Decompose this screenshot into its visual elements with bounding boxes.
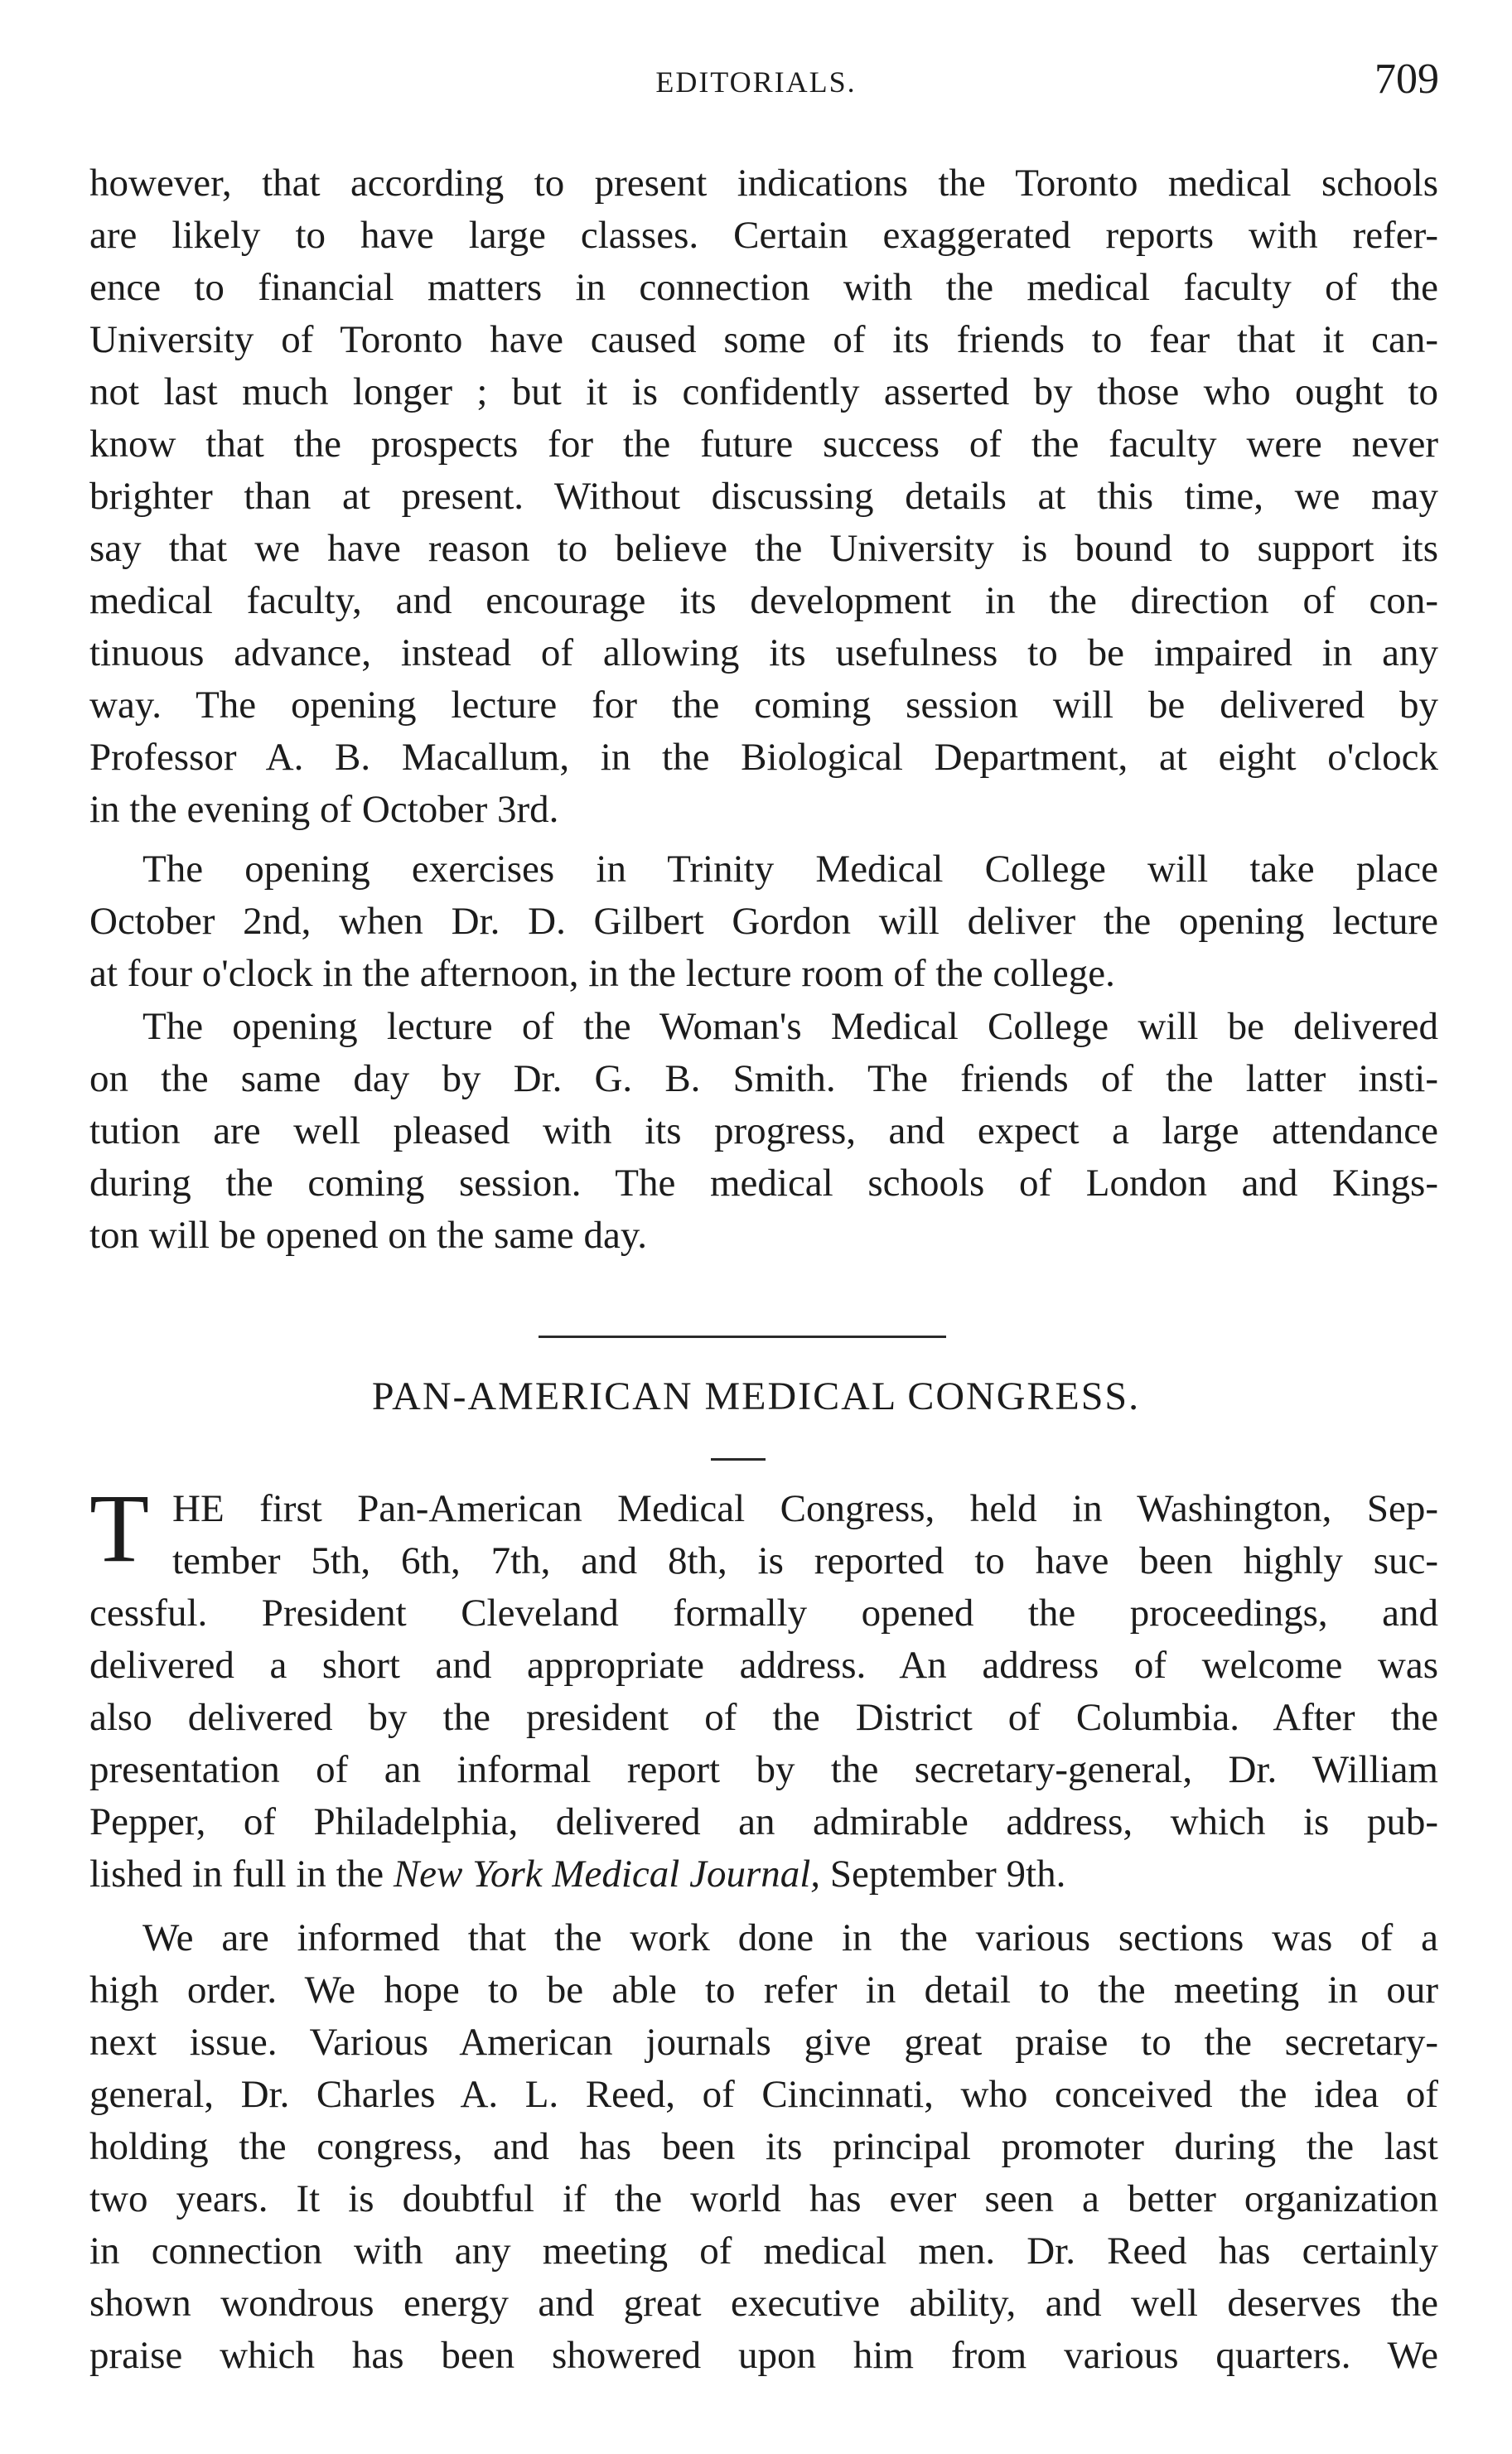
text-line-with-journal-title [89, 1848, 1438, 1901]
text-line: two years. It is doubtful if the world has ever seen a better organization [89, 2177, 1438, 2220]
text-line: delivered a short and appropriate address. An address of welcome was [89, 1644, 1438, 1687]
text-line: on the same day by Dr. G. B. Smith. The friends of the latter insti- [89, 1057, 1438, 1100]
text-line: The opening lecture of the Woman's Medical College will be delivered [143, 1005, 1438, 1048]
page-number: 709 [1374, 56, 1439, 103]
text-line: medical faculty, and encourage its development in the direction of con- [89, 579, 1438, 622]
text-line: brighter than at present. Without discussing details at this time, we may [89, 475, 1438, 518]
text-line: know that the prospects for the future success of the faculty were never [89, 423, 1438, 466]
text-line: at four o'clock in the afternoon, in the lecture room of the college. [89, 952, 1115, 995]
paragraph-trinity-college [89, 843, 1438, 1000]
text-line: Pepper, of Philadelphia, delivered an admirable address, which is pub- [89, 1800, 1438, 1843]
text-line: general, Dr. Charles A. L. Reed, of Cincinnati, who conceived the idea of [89, 2073, 1438, 2116]
section-divider-rule [539, 1336, 946, 1338]
paragraph-toronto-schools [89, 157, 1438, 836]
text-line: presentation of an informal report by the secretary-general, Dr. William [89, 1748, 1438, 1791]
paragraph-congress-report [89, 1483, 1438, 1901]
text-line: are likely to have large classes. Certain exaggerated reports with refer- [89, 214, 1438, 257]
text-line: during the coming session. The medical schools of London and Kings- [89, 1162, 1438, 1205]
text-line: tember 5th, 6th, 7th, and 8th, is reported to have been highly suc- [172, 1539, 1438, 1582]
journal-title: New York Medical Journal, [393, 1853, 821, 1896]
text-line: October 2nd, when Dr. D. Gilbert Gordon will deliver the opening lecture [89, 900, 1438, 943]
text-line: cessful. President Cleveland formally opened the proceedings, and [89, 1592, 1438, 1635]
title-underline-rule [711, 1458, 766, 1461]
text-line: holding the congress, and has been its principal promoter during the last [89, 2125, 1438, 2168]
text-line: not last much longer ; but it is confidently asserted by those who ought to [89, 370, 1438, 413]
drop-cap: T [89, 1474, 150, 1582]
text-line: say that we have reason to believe the University is bound to support its [89, 527, 1438, 570]
text-line: The opening exercises in Trinity Medical College will take place [143, 848, 1438, 891]
text-line: high order. We hope to be able to refer in detail to the meeting in our [89, 1969, 1438, 2012]
paragraph-womans-college [89, 1001, 1438, 1262]
text-line: tinuous advance, instead of allowing its usefulness to be impaired in any [89, 631, 1438, 674]
paragraph-congress-sections [89, 1912, 1438, 2382]
text-line: in the evening of October 3rd. [89, 788, 559, 831]
text-fragment: September 9th. [820, 1853, 1066, 1896]
running-head: EDITORIALS. [655, 65, 857, 99]
text-line: next issue. Various American journals give great praise to the secretary- [89, 2021, 1438, 2064]
text-line: Professor A. B. Macallum, in the Biological Department, at eight o'clock [89, 736, 1438, 779]
section-title: PAN-AMERICAN MEDICAL CONGRESS. [371, 1374, 1141, 1418]
text-line: We are informed that the work done in the various sections was of a [143, 1916, 1438, 1959]
text-line: also delivered by the president of the District of Columbia. After the [89, 1696, 1438, 1739]
text-line: way. The opening lecture for the coming session will be delivered by [89, 684, 1438, 727]
text-line: University of Toronto have caused some of its friends to fear that it can- [89, 318, 1438, 361]
text-line: shown wondrous energy and great executive ability, and well deserves the [89, 2282, 1438, 2325]
text-line: ence to financial matters in connection with the medical faculty of the [89, 266, 1438, 309]
text-fragment: lished in full in the [89, 1853, 394, 1896]
text-line: praise which has been showered upon him from various quarters. We [89, 2334, 1438, 2377]
text-line: tution are well pleased with its progress, and expect a large attendance [89, 1109, 1438, 1152]
text-line: ton will be opened on the same day. [89, 1214, 648, 1257]
text-line: in connection with any meeting of medical men. Dr. Reed has certainly [89, 2229, 1438, 2273]
text-line: HE first Pan-American Medical Congress, held in Washington, Sep- [172, 1487, 1438, 1530]
text-line: however, that according to present indications the Toronto medical schools [89, 162, 1438, 205]
